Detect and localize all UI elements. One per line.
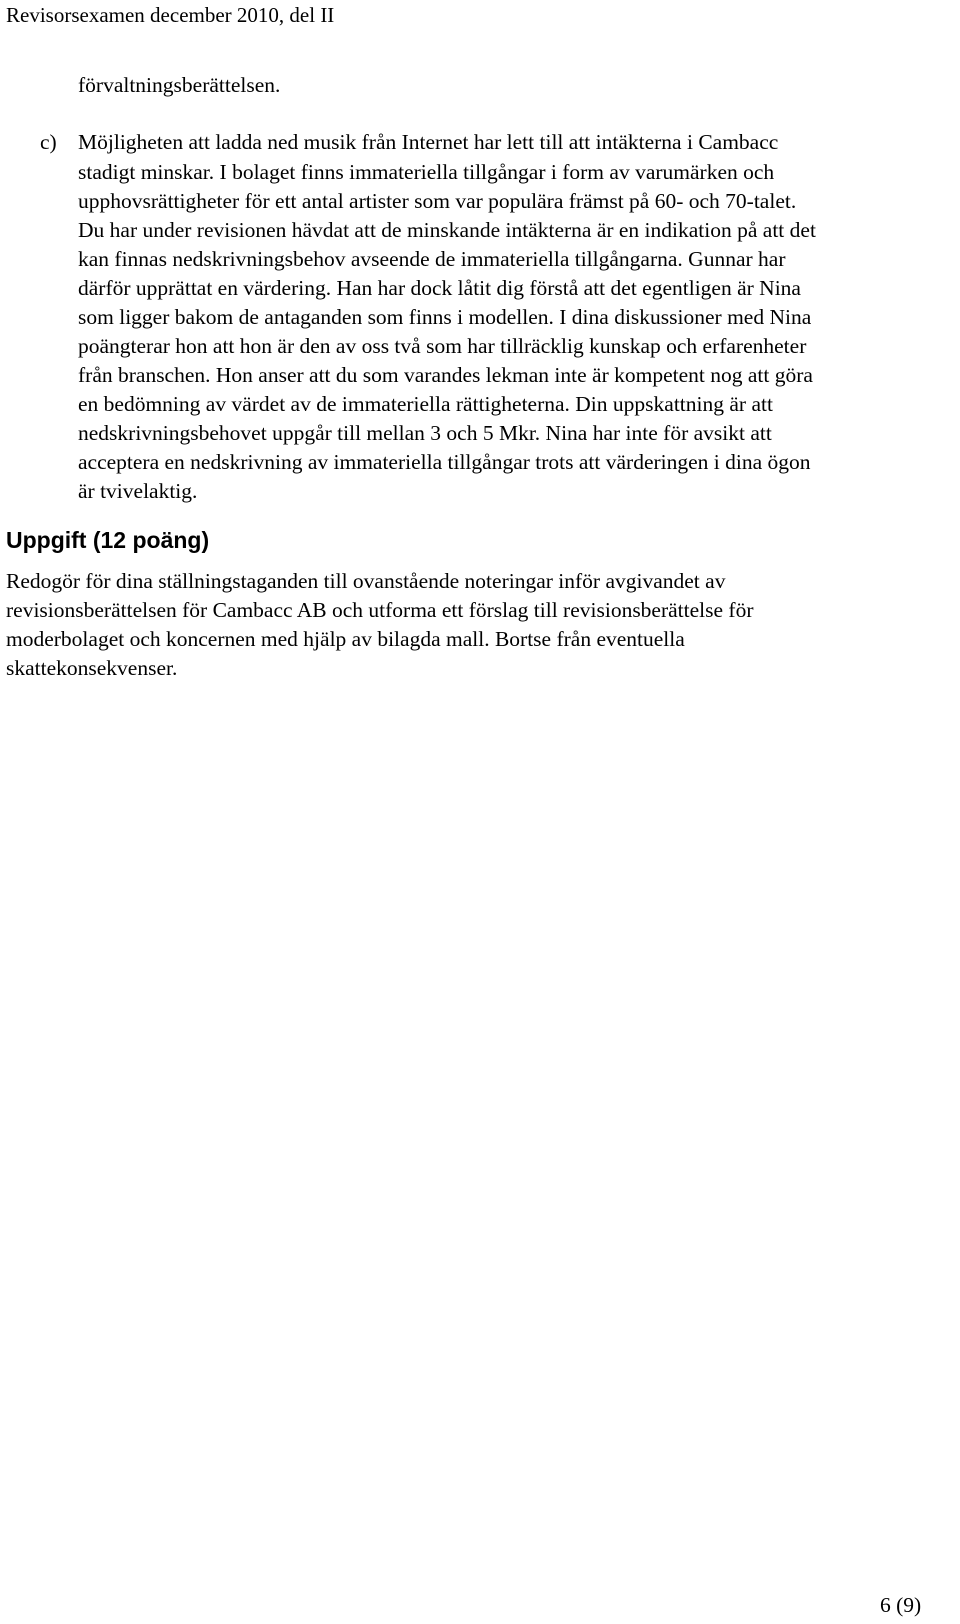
task-line: skattekonsekvenser. bbox=[6, 656, 178, 680]
task-line: Redogör för dina ställningstaganden till ovanstående noteringar inför avgivandet av bbox=[6, 569, 726, 593]
item-c-line: Du har under revisionen hävdat att de minskande intäkterna är en indikation på att det bbox=[78, 218, 816, 242]
item-c-line: Möjligheten att ladda ned musik från Internet har lett till att intäkterna i Cambacc bbox=[78, 130, 779, 154]
document-header: Revisorsexamen december 2010, del II bbox=[6, 3, 335, 27]
item-c-line: poängterar hon att hon är den av oss två som har tillräcklig kunskap och erfarenheter bbox=[78, 334, 807, 358]
item-c-line: upphovsrättigheter för ett antal artister som var populära främst på 60- och 70-talet. bbox=[78, 189, 797, 213]
task-line: moderbolaget och koncernen med hjälp av bilagda mall. Bortse från eventuella bbox=[6, 627, 685, 651]
item-c-line: stadigt minskar. I bolaget finns immateriella tillgångar i form av varumärken och bbox=[78, 160, 775, 184]
item-c-line: acceptera en nedskrivning av immateriella tillgångar trots att värderingen i dina ögon bbox=[78, 450, 811, 474]
item-c-line: nedskrivningsbehovet uppgår till mellan 3 och 5 Mkr. Nina har inte för avsikt att bbox=[78, 421, 772, 445]
item-c-line: som ligger bakom de antaganden som finns i modellen. I dina diskussioner med Nina bbox=[78, 305, 812, 329]
item-c-line: från branschen. Hon anser att du som varandes lekman inte är kompetent nog att göra bbox=[78, 363, 813, 387]
item-c-label: c) bbox=[40, 130, 57, 154]
task-heading: Uppgift (12 poäng) bbox=[6, 527, 210, 553]
page-number: 6 (9) bbox=[880, 1593, 922, 1617]
task-line: revisionsberättelsen för Cambacc AB och utforma ett förslag till revisionsberättelse för bbox=[6, 598, 754, 622]
item-c-line: en bedömning av värdet av de immateriella rättigheterna. Din uppskattning är att bbox=[78, 392, 773, 416]
item-c-line: därför upprättat en värdering. Han har dock låtit dig förstå att det egentligen är Nina bbox=[78, 276, 801, 300]
item-c-line: kan finnas nedskrivningsbehov avseende de immateriella tillgångarna. Gunnar har bbox=[78, 247, 786, 271]
continuation-text: förvaltningsberättelsen. bbox=[78, 73, 281, 97]
item-c-line: är tvivelaktig. bbox=[78, 479, 198, 503]
